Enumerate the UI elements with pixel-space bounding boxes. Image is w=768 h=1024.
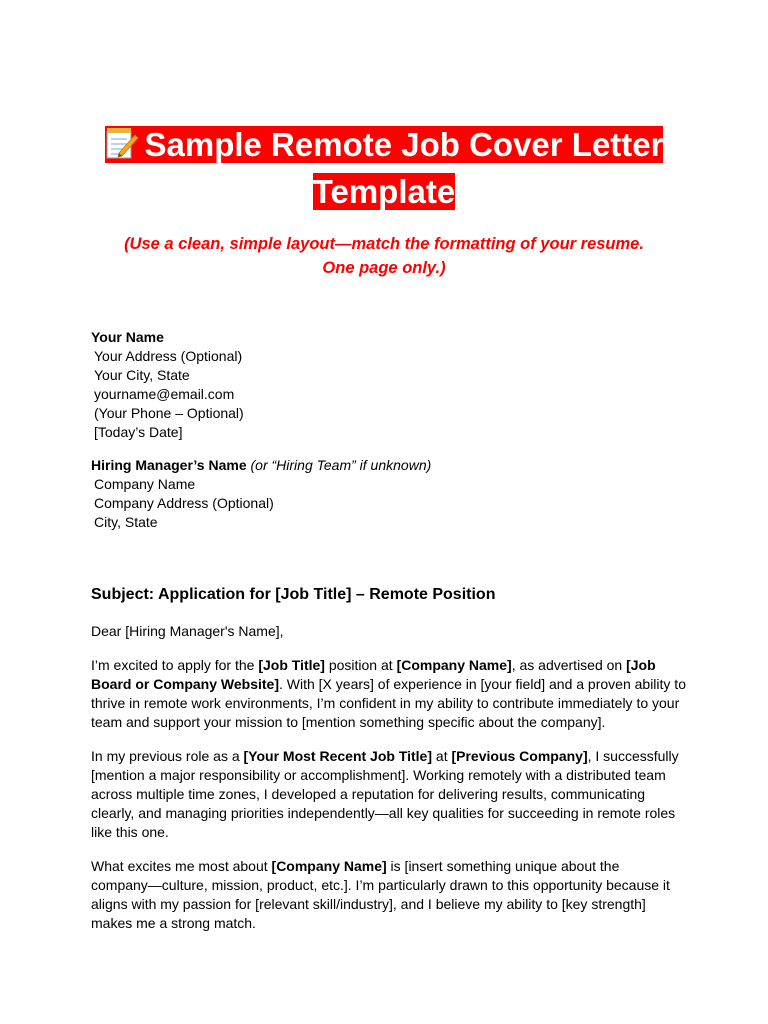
text-line: clearly, and managing priorities independently—all key qualities for succeeding in remote roles: [91, 805, 676, 821]
recipient-company-address: Company Address (Optional): [94, 495, 274, 511]
text-line: [mention a major responsibility or accomplishment]. Working remotely with a distributed team: [91, 767, 666, 783]
sender-city-state: Your City, State: [94, 367, 190, 383]
memo-pencil-icon: [105, 126, 139, 160]
recipient-manager: Hiring Manager’s Name: [91, 457, 247, 473]
sender-address: Your Address (Optional): [94, 348, 243, 364]
paragraph-1: [91, 656, 691, 732]
text-line: makes me a strong match.: [91, 915, 256, 931]
text-run: is [insert something unique about the: [386, 858, 620, 874]
sender-name: Your Name: [91, 329, 164, 345]
text-line: aligns with my passion for [relevant skill/industry], and I believe my ability to [key strength]: [91, 896, 646, 912]
salutation: Dear [Hiring Manager's Name],: [91, 623, 284, 639]
document-title: [80, 121, 688, 215]
letter-date: [Today’s Date]: [94, 424, 183, 440]
sender-phone: (Your Phone – Optional): [94, 405, 244, 421]
recipient-block: [91, 456, 691, 532]
text-line: company—culture, mission, product, etc.]. I’m particularly drawn to this opportunity because it: [91, 877, 670, 893]
text-run: [Previous Company]: [451, 748, 588, 764]
text-run: [Your Most Recent Job Title]: [243, 748, 433, 764]
title-line-2: Template: [312, 173, 456, 210]
subtitle-line-2: One page only.): [322, 259, 446, 277]
letter-subject: Subject: Application for [Job Title] – Remote Position: [91, 586, 496, 603]
text-run: position at: [324, 657, 397, 673]
text-run: , as advertised on: [511, 657, 627, 673]
text-line: team and support your mission to [mention something specific about the company].: [91, 714, 606, 730]
paragraph-3: [91, 857, 691, 933]
paragraph-2: [91, 747, 691, 842]
subtitle-instruction: [80, 232, 688, 280]
text-run: [Job: [626, 657, 656, 673]
text-line: thrive in remote work environments, I’m confident in my ability to contribute immediately to your: [91, 695, 680, 711]
sender-block: [91, 328, 691, 442]
subtitle-line-1: (Use a clean, simple layout—match the formatting of your resume.: [124, 235, 644, 253]
sender-email: yourname@email.com: [94, 386, 235, 402]
title-line-1: Sample Remote Job Cover Letter: [144, 126, 664, 163]
recipient-company: Company Name: [94, 476, 196, 492]
text-run: . With [X years] of experience in [your field] and a proven ability to: [279, 676, 686, 692]
text-run: In my previous role as a: [91, 748, 244, 764]
recipient-manager-note: (or “Hiring Team” if unknown): [250, 457, 432, 473]
text-run: I’m excited to apply for the: [91, 657, 259, 673]
text-run: [Company Name]: [271, 858, 387, 874]
text-line: like this one.: [91, 824, 169, 840]
text-run: What excites me most about: [91, 858, 272, 874]
recipient-city-state: City, State: [94, 514, 158, 530]
text-run: [Job Title]: [258, 657, 325, 673]
text-run: Board or Company Website]: [91, 676, 279, 692]
text-line: across multiple time zones, I developed a reputation for delivering results, communicating: [91, 786, 646, 802]
text-run: [Company Name]: [396, 657, 512, 673]
text-run: , I successfully: [587, 748, 679, 764]
text-run: at: [432, 748, 452, 764]
